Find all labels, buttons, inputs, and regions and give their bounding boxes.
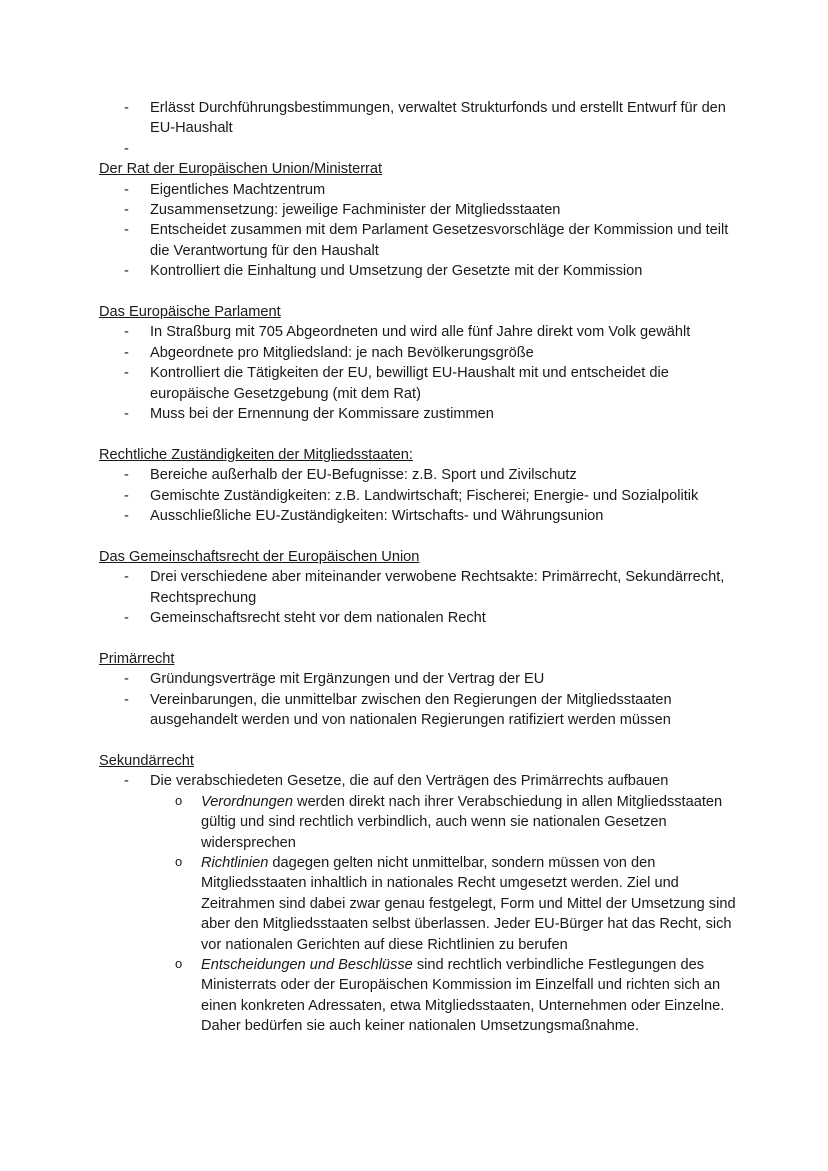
list-item: - Entscheidet zusammen mit dem Parlament Gesetzesvorschläge der Kommission und teilt die Verantwortung für den Haushalt (99, 220, 739, 261)
list-item: - Erlässt Durchführungsbestimmungen, verwaltet Strukturfonds und erstellt Entwurf für den EU-Haushalt (99, 98, 739, 139)
sekundaerrecht-sublist (150, 792, 739, 1037)
list-item: - Ausschließliche EU-Zuständigkeiten: Wirtschafts- und Währungsunion (99, 506, 739, 526)
list-item: - Drei verschiedene aber miteinander verwobene Rechtsakte: Primärrecht, Sekundärrecht, Rechtsprechung (99, 567, 739, 608)
sekundaerrecht-list (99, 771, 739, 1036)
term-description: dagegen gelten nicht unmittelbar, sondern müssen von den Mitgliedsstaaten inhaltlich in nationales Recht umgesetzt werden. Ziel und Zeitrahmen sind dabei zwar genau festgelegt, Form und Mittel der Umsetzung sind aber den Mitgliedsstaaten selbst überlassen. Jeder EU-Bürger hat das Recht, sich vor nationalen Gerichten auf diese Richtlinien zu berufen (201, 854, 736, 953)
list-item: - In Straßburg mit 705 Abgeordneten und wird alle fünf Jahre direkt vom Volk gewählt (99, 322, 739, 342)
list-item: - Gründungsverträge mit Ergänzungen und der Vertrag der EU (99, 669, 739, 689)
list-item: - Eigentliches Machtzentrum (99, 180, 739, 200)
list-item: - Kontrolliert die Einhaltung und Umsetzung der Gesetzte mit der Kommission (99, 261, 739, 281)
section-heading-zustaendigkeiten: Rechtliche Zuständigkeiten der Mitgliedsstaaten: (99, 446, 413, 463)
section-heading-gemeinschaftsrecht: Das Gemeinschaftsrecht der Europäischen Union (99, 548, 420, 565)
section-heading-parlament: Das Europäische Parlament (99, 304, 281, 321)
section-heading-sekundaerrecht: Sekundärrecht (99, 752, 194, 769)
parlament-list (99, 322, 739, 424)
list-item (99, 771, 739, 1036)
section-heading-primaerrecht: Primärrecht (99, 650, 175, 667)
zustaendigkeiten-list (99, 465, 739, 526)
term: Richtlinien (201, 854, 269, 871)
list-item: - Kontrolliert die Tätigkeiten der EU, bewilligt EU-Haushalt mit und entscheidet die europäische Gesetzgebung (mit dem Rat) (99, 363, 739, 404)
intro-list (99, 98, 739, 159)
spacer (99, 731, 739, 751)
term-description: sind rechtlich verbindliche Festlegungen des Ministerrats oder der Europäischen Kommission im Einzelfall und richten sich an einen konkreten Adressaten, etwa Mitgliedsstaaten, Unternehmen oder Einzelne. Daher bedürfen sie auch keiner nationalen Umsetzungsmaßnahme. (201, 956, 725, 1035)
gemeinschaftsrecht-list (99, 567, 739, 628)
list-item: - Abgeordnete pro Mitgliedsland: je nach Bevölkerungsgröße (99, 343, 739, 363)
term: Entscheidungen und Beschlüsse (201, 956, 413, 973)
list-item: - Zusammensetzung: jeweilige Fachminister der Mitgliedsstaaten (99, 200, 739, 220)
list-item-text: Die verabschiedeten Gesetze, die auf den Verträgen des Primärrechts aufbauen (150, 773, 669, 790)
sublist-item (150, 853, 739, 955)
sublist-item (150, 792, 739, 853)
term-description: werden direkt nach ihrer Verabschiedung in allen Mitgliedsstaaten gültig und sind rechtlich verbindlich, auch wenn sie nationalen Gesetzen widersprechen (201, 793, 723, 851)
list-item: - Gemeinschaftsrecht steht vor dem nationalen Recht (99, 608, 739, 628)
list-item-empty (99, 139, 739, 159)
spacer (99, 424, 739, 444)
document-content (99, 98, 739, 1037)
term: Verordnungen (201, 793, 293, 810)
spacer (99, 282, 739, 302)
list-item: - Gemischte Zuständigkeiten: z.B. Landwirtschaft; Fischerei; Energie- und Sozialpolitik (99, 486, 739, 506)
sublist-item (150, 955, 739, 1037)
section-heading-rat: Der Rat der Europäischen Union/Ministerrat (99, 161, 383, 178)
list-item: - Vereinbarungen, die unmittelbar zwischen den Regierungen der Mitgliedsstaaten ausgehandelt werden und von nationalen Regierungen ratifiziert werden müssen (99, 690, 739, 731)
list-item: - Muss bei der Ernennung der Kommissare zustimmen (99, 404, 739, 424)
primaerrecht-list (99, 669, 739, 730)
list-item: - Bereiche außerhalb der EU-Befugnisse: z.B. Sport und Zivilschutz (99, 465, 739, 485)
spacer (99, 629, 739, 649)
spacer (99, 527, 739, 547)
rat-list (99, 180, 739, 282)
